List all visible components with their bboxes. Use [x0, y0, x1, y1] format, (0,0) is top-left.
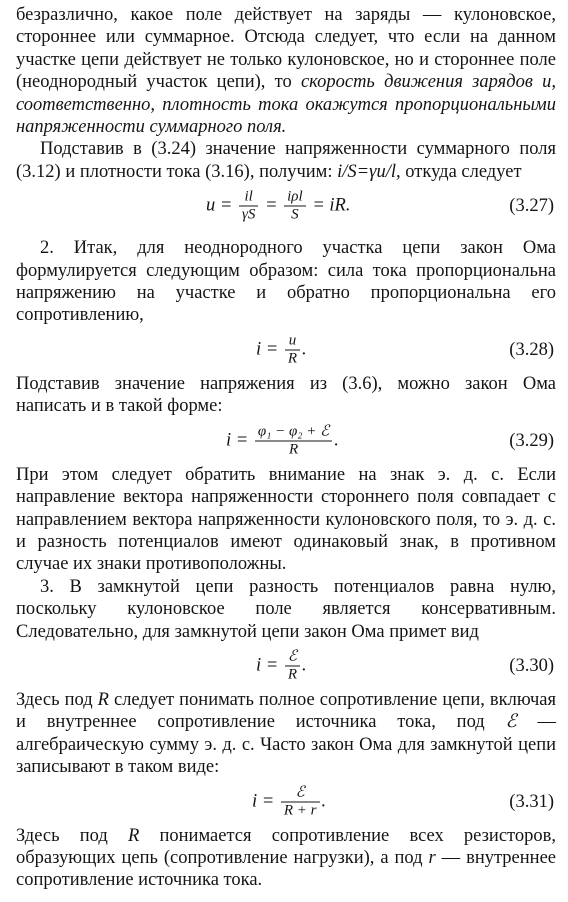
denominator: R + r	[283, 802, 317, 819]
fraction	[239, 189, 258, 224]
equation-lhs: i =	[256, 655, 279, 676]
paragraph-6: 3. В замкнутой цепи разность потенциалов равна нулю, поскольку кулоновское поле является консервативным. Следовательно, для замкнутой цепи закон Ома примет вид	[16, 576, 556, 642]
equation-end: .	[302, 339, 307, 360]
equation-3-31	[16, 782, 556, 822]
equation-end: .	[302, 655, 307, 676]
paragraph-7	[16, 689, 556, 779]
numerator: φ₁ − φ₂ + ℰ	[255, 423, 332, 441]
equation-lhs: i =	[256, 339, 279, 360]
fraction	[285, 332, 300, 367]
paragraph-5: При этом следует обратить внимание на знак э. д. с. Если направление вектора напряженности стороннего поля совпадает с направлением вектора напряженности кулоновского поля, то э. д. с. и разность потенциалов имеют одинаковый знак, в противном случае их знаки противоположны.	[16, 464, 556, 575]
equation-3-29	[16, 421, 556, 461]
equation-end: .	[334, 429, 339, 450]
denominator: S	[291, 206, 299, 223]
equation-3-30	[16, 646, 556, 686]
paragraph-text: безразлично, какое поле действует на заряды — кулоновское, стороннее или суммарное. Отсюда следует, что если на данном участке цепи действует не только кулоновское, но и стороннее поле (неоднородный участок цепи), то	[16, 5, 556, 93]
equals-sign: =	[265, 195, 278, 216]
paragraph-text: — алгебраическую сумму э. д. с. Часто закон Ома для замкнутой цепи записывают в таком виде:	[16, 712, 556, 778]
inline-symbol: ℰ	[505, 712, 517, 733]
fraction	[285, 648, 300, 683]
paragraph-1	[16, 4, 556, 138]
equation-lhs: i =	[252, 790, 275, 811]
numerator: il	[239, 189, 258, 207]
denominator: R	[287, 666, 298, 683]
numerator: ℰ	[281, 784, 320, 802]
paragraph-text: следует понимать полное сопротивление цепи, включая и внутреннее сопротивление источника тока, под	[16, 689, 556, 733]
fraction	[284, 189, 306, 224]
paragraph-text: Здесь под	[16, 825, 128, 846]
equation-rhs: = iR.	[312, 195, 351, 216]
equation-3-28	[16, 330, 556, 370]
paragraph-text: — внутреннее сопротивление источника тока.	[16, 847, 556, 891]
equation-number: (3.31)	[509, 791, 554, 812]
inline-formula: i/S=γu/l,	[337, 161, 401, 182]
inline-symbol: R	[127, 825, 140, 846]
paragraph-3: 2. Итак, для неоднородного участка цепи закон Ома формулируется следующим образом: сила тока пропорциональна напряжению на участке и обратно пропорциональна его сопротивлению,	[16, 238, 556, 326]
denominator: R	[288, 441, 299, 458]
paragraph-8	[16, 825, 556, 892]
paragraph-text: откуда следует	[400, 161, 522, 182]
numerator: u	[285, 332, 300, 350]
numerator: ℰ	[285, 648, 300, 666]
equation-lhs: u =	[206, 195, 233, 216]
fraction	[281, 784, 320, 819]
equation-number: (3.30)	[509, 655, 554, 676]
fraction	[255, 423, 332, 458]
paragraph-text: понимается сопротивление всех резисторов, образующих цепь (сопротивление нагрузки), а под	[16, 825, 556, 868]
equation-end: .	[321, 790, 327, 811]
numerator: iρl	[284, 189, 306, 207]
equation-3-27	[16, 186, 556, 226]
equation-lhs: i =	[226, 429, 249, 450]
paragraph-2	[16, 138, 556, 183]
denominator: R	[287, 350, 298, 367]
paragraph-text: Здесь под	[16, 689, 98, 710]
equation-number: (3.29)	[509, 430, 554, 451]
italic-statement: скорость движения зарядов u, соответственно, плотность тока окажутся пропорциональными напряженности суммарного поля.	[16, 72, 556, 138]
equation-number: (3.27)	[509, 196, 554, 217]
paragraph-4: Подставив значение напряжения из (3.6), можно закон Ома написать и в такой форме:	[16, 373, 556, 417]
inline-symbol: r	[428, 847, 436, 868]
equation-number: (3.28)	[509, 339, 554, 360]
denominator: γS	[241, 206, 256, 223]
paragraph-text: Подставив в (3.24) значение напряженности суммарного поля (3.12) и плотности тока (3.16), получим:	[16, 139, 556, 182]
inline-symbol: R	[97, 689, 109, 710]
